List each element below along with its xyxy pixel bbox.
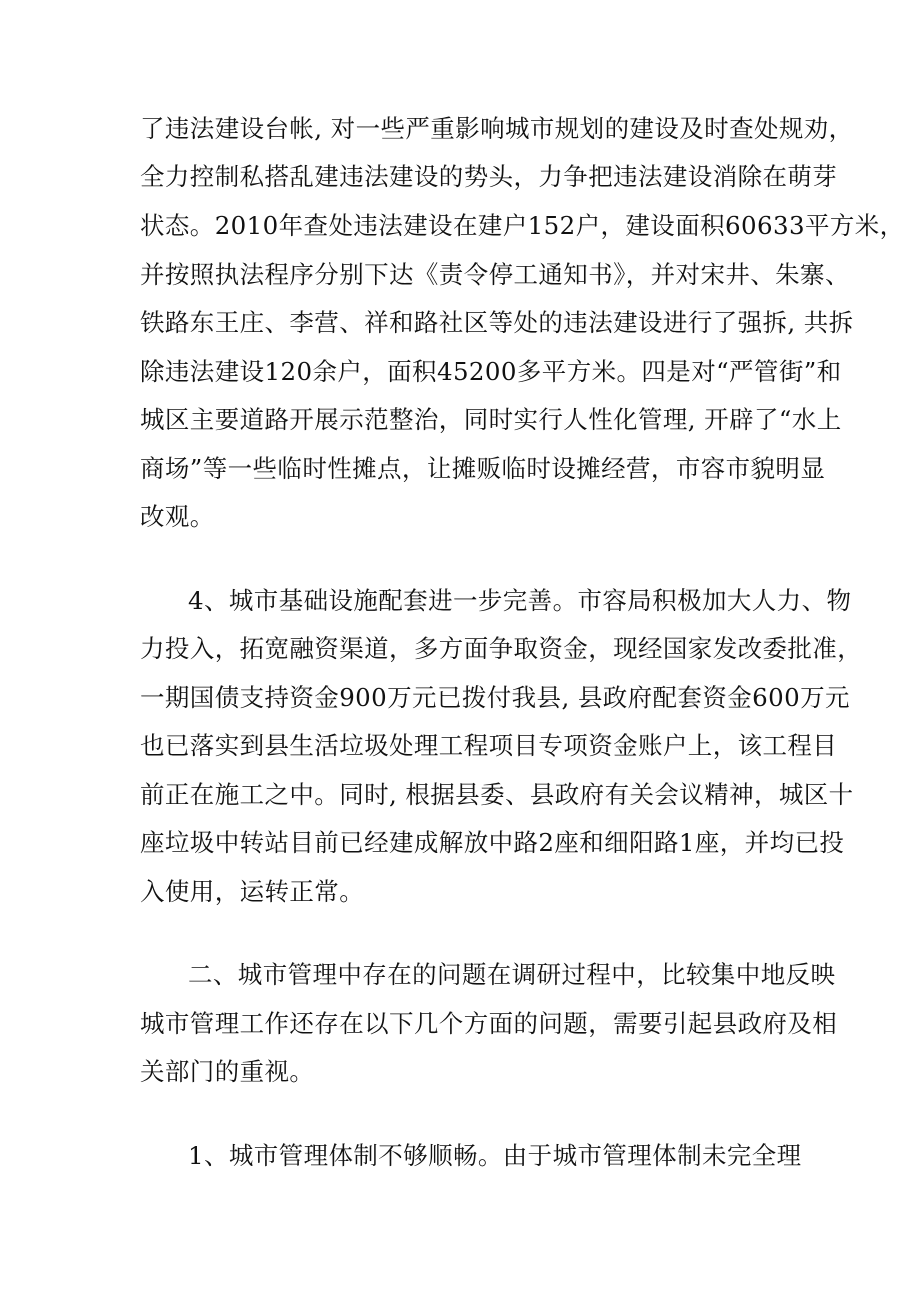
text-line: 全力控制私搭乱建违法建设的势头，力争把违法建设消除在萌芽 [140, 162, 838, 191]
text-line: 城区主要道路开展示范整治，同时实行人性化管理, 开辟了“水上 [140, 405, 842, 434]
text-line: 关部门的重视。 [140, 1057, 315, 1086]
text-line: 铁路东王庄、李营、祥和路社区等处的违法建设进行了强拆, 共拆 [140, 308, 854, 337]
text-line: 1、城市管理体制不够顺畅。由于城市管理体制未完全理 [188, 1141, 802, 1170]
text-line: 一期国债支持资金900万元已拨付我县, 县政府配套资金600万元 [140, 683, 850, 712]
text-line: 了违法建设台帐, 对一些严重影响城市规划的建设及时查处规劝， [140, 114, 854, 143]
text-line: 并按照执法程序分别下达《责令停工通知书》，并对宋井、朱寨、 [140, 260, 850, 289]
text-line: 商场”等一些临时性摊点，让摊贩临时设摊经营，市容市貌明显 [140, 454, 826, 483]
text-line: 力投入，拓宽融资渠道，多方面争取资金，现经国家发改委批准， [140, 634, 863, 663]
text-line: 除违法建设120余户，面积45200多平方米。四是对“严管街”和 [140, 357, 842, 386]
text-line: 状态。2010年查处违法建设在建户152户，建设面积60633平方米， [140, 211, 905, 240]
text-line: 二、城市管理中存在的问题在调研过程中，比较集中地反映 [188, 960, 836, 989]
text-line: 入使用，运转正常。 [140, 877, 365, 906]
text-line: 座垃圾中转站目前已经建成解放中路2座和细阳路1座，并均已投 [140, 828, 845, 857]
text-line: 4、城市基础设施配套进一步完善。市容局积极加大人力、物 [188, 586, 852, 615]
text-line: 改观。 [140, 502, 215, 531]
text-line: 前正在施工之中。同时, 根据县委、县政府有关会议精神，城区十 [140, 780, 854, 809]
text-line: 城市管理工作还存在以下几个方面的问题，需要引起县政府及相 [140, 1009, 838, 1038]
text-line: 也已落实到县生活垃圾处理工程项目专项资金账户上，该工程目 [140, 731, 838, 760]
